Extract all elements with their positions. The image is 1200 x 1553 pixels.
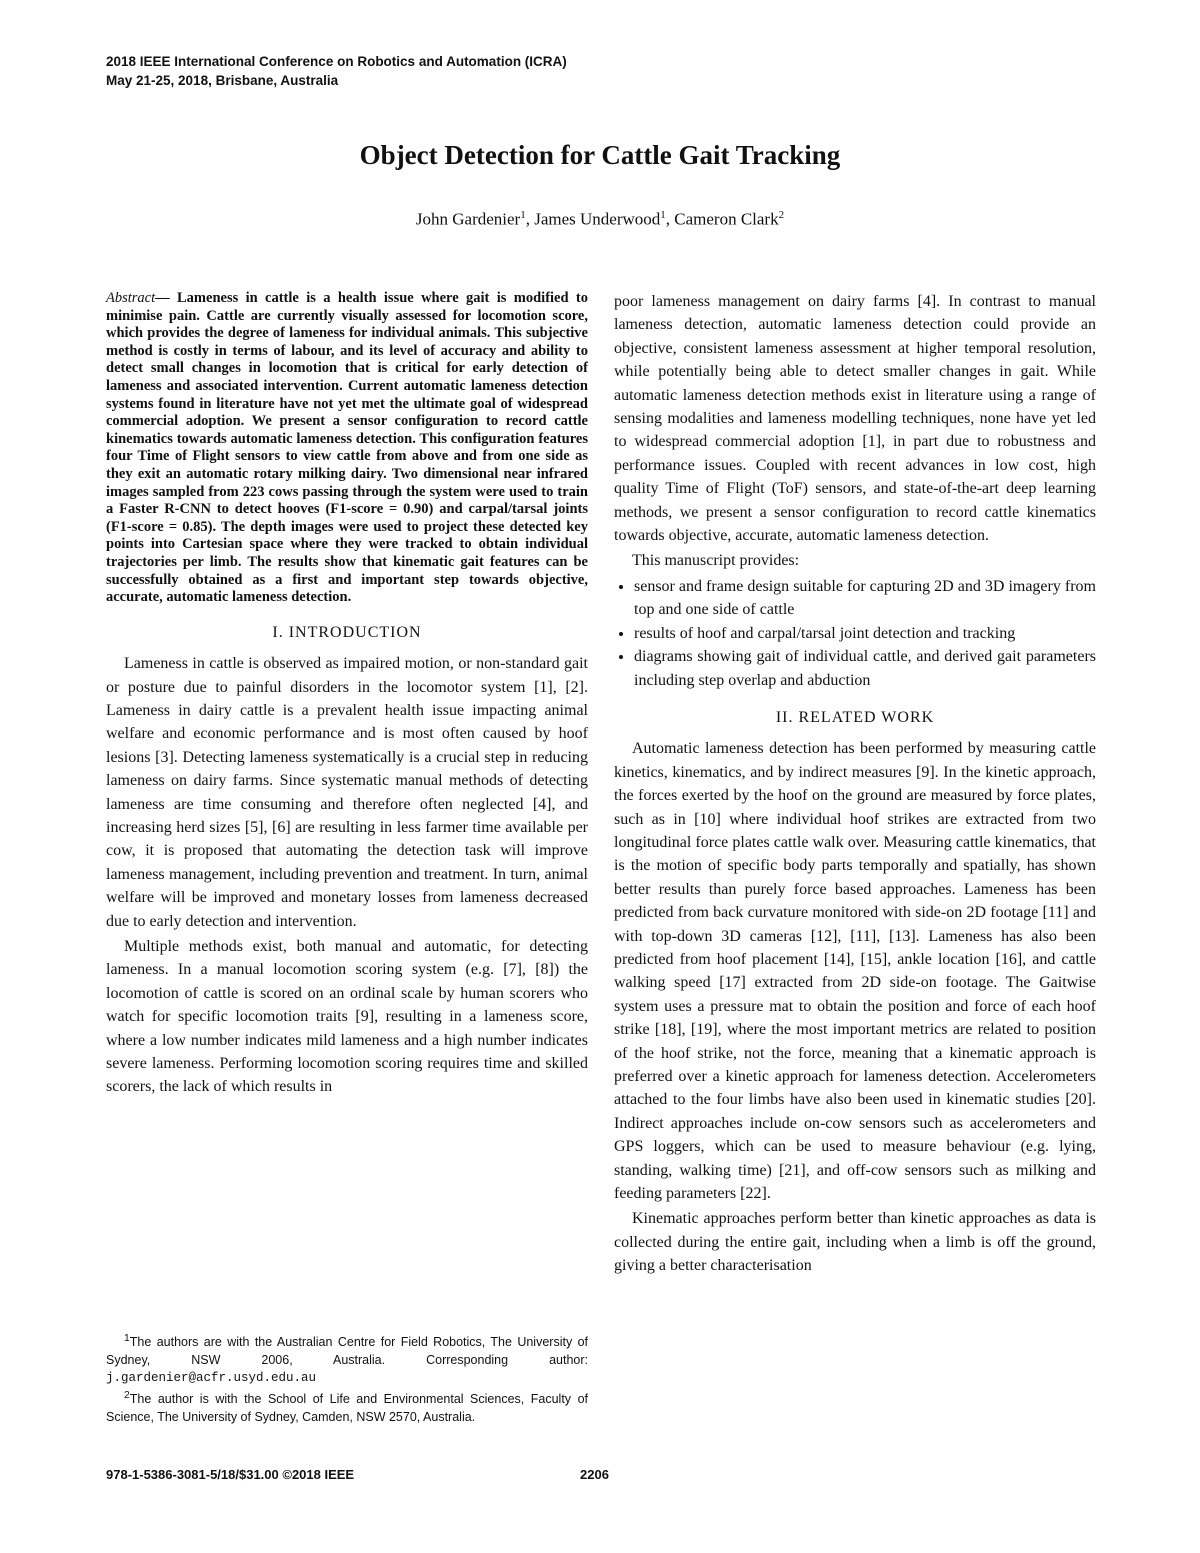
section-heading-related-work: II. RELATED WORK xyxy=(775,708,935,726)
isbn-copyright: 978-1-5386-3081-5/18/$31.00 ©2018 IEEE xyxy=(106,1467,355,1482)
conference-name: 2018 IEEE International Conference on Robotics and Automation (ICRA) xyxy=(106,54,567,69)
conference-date-place: May 21-25, 2018, Brisbane, Australia xyxy=(106,73,339,88)
author-affiliation: 2 xyxy=(778,209,785,221)
footnote-1-text: The authors are with the Australian Centre for Field Robotics, The University of Sydney, NSW 2006, Australia. Corresponding author: xyxy=(106,1335,588,1367)
intro-paragraph-2: Multiple methods exist, both manual and automatic, for detecting lameness. In a manual locomotion scoring system (e.g. [7], [8]) the locomotion of cattle is scored on an ordinal scale by human scorers who watch for specific locomotion traits [9], resulting in a lameness score, where a low number indicates mild lameness and a high number indicates severe lameness. Performing locomotion scoring requires time and skilled scorers, the lack of which results in xyxy=(106,937,588,1096)
intro-paragraph-2-continued: poor lameness management on dairy farms [4]. In contrast to manual lameness detection, automatic lameness detection could provide an objective, consistent lameness assessment at higher temporal resolution, while potentially being able to detect smaller changes in gait. While automatic lameness detection methods exist in literature using a range of sensing modalities and lameness modelling techniques, none have yet led to widespread commercial adoption [1], in part due to robustness and performance issues. Coupled with recent advances in low cost, high quality Time of Flight (ToF) sensors, and state-of-the-art deep learning methods, we present a sensor configuration to record cattle kinematics towards objective, accurate, automatic lameness detection. xyxy=(614,293,1096,545)
left-column xyxy=(106,290,588,1101)
section-heading-introduction: I. INTRODUCTION xyxy=(272,623,422,641)
paper-title: Object Detection for Cattle Gait Tracking xyxy=(359,140,841,170)
footnote-mark: 2 xyxy=(124,1390,130,1402)
author-affiliation: 1 xyxy=(660,209,666,221)
related-paragraph-1: Automatic lameness detection has been performed by measuring cattle kinetics, kinematics, and by indirect measures [9]. In the kinetic approach, the forces exerted by the hoof on the ground are measured by force plates, such as in [10] where individual hoof strikes are extracted from two longitudinal force plates cattle walk over. Measuring cattle kinematics, that is the motion of specific body parts temporally and spatially, has shown better results than purely force based approaches. Lameness has been predicted from back curvature monitored with side-on 2D footage [11] and with top-down 3D cameras [12], [11], [13]. Lameness has also been predicted from hoof placement [14], [15], ankle location [16], and cattle walking speed [17] extracted from 2D side-on footage. The Gaitwise system uses a pressure mat to obtain the position and force of each hoof strike [18], [19], where the most important metrics are related to position of the hoof strike, not the force, meaning that a kinematic approach is preferred over a kinetic approach for lameness detection. Accelerometers attached to the four limbs have also been used in kinematic studies [20]. Indirect approaches include on-cow sensors such as accelerometers and GPS loggers, which can be used to measure behaviour (e.g. lying, standing, walking time) [21], and off-cow sensors such as milking and feeding parameters [22]. xyxy=(614,740,1096,1203)
corresponding-email: j.gardenier@acfr.usyd.edu.au xyxy=(106,1370,317,1385)
author-list: John Gardenier$^1$, James Underwood$^1$, Cameron Clark$^2$ xyxy=(415,209,785,229)
abstract xyxy=(106,290,588,607)
list-item: • sensor and frame design suitable for capturing 2D and 3D imagery from top and one side of cattle xyxy=(634,575,1096,622)
footnotes xyxy=(106,1330,588,1426)
footnote-2-text: The author is with the School of Life and Environmental Sciences, Faculty of Science, The University of Sydney, Camden, NSW 2570, Australia. xyxy=(106,1392,588,1424)
page-number: 2206 xyxy=(580,1467,609,1482)
author-name: Cameron Clark xyxy=(674,209,779,229)
author-name: James Underwood xyxy=(534,209,661,229)
footnote-2 xyxy=(106,1387,588,1426)
abstract-text: — Lameness in cattle is a health issue where gait is modified to minimise pain. Cattle are currently visually assessed for locomotion score, which provides the degree of lameness for individual animals. This subjective method is costly in terms of labour, and its level of accuracy and ability to detect small changes in locomotion that is critical for early detection of lameness and associated intervention. Current automatic lameness detection systems found in literature have not yet met the ultimate goal of widespread commercial adoption. We present a sensor configuration to record cattle kinematics towards automatic lameness detection. This configuration features four Time of Flight sensors to view cattle from above and from one side as they exit an automatic rotary milking dairy. Two dimensional near infrared images sampled from 223 cows passing through the system were used to train a Faster R-CNN to detect hooves (F1-score = 0.90) and carpal/tarsal joints (F1-score = 0.85). The depth images were used to project these detected key points into Cartesian space where they were tracked to obtain individual trajectories per limb. The results show that kinematic gait features can be successfully obtained as a first and important step towards objective, accurate, automatic lameness detection. xyxy=(106,290,588,606)
contribution-list xyxy=(614,575,1096,692)
conference-header xyxy=(106,52,567,90)
list-item: • diagrams showing gait of individual cattle, and derived gait parameters including step overlap and abduction xyxy=(634,645,1096,692)
abstract-label: Abstract xyxy=(106,290,156,306)
right-column xyxy=(614,290,1096,1280)
related-paragraph-2: Kinematic approaches perform better than kinetic approaches as data is collected during the entire gait, including when a limb is off the ground, giving a better characterisation xyxy=(614,1210,1096,1275)
footnote-mark: 1 xyxy=(124,1333,130,1344)
intro-paragraph-1: Lameness in cattle is observed as impaired motion, or non-standard gait or posture due to painful disorders in the locomotor system [1], [2]. Lameness in dairy cattle is a prevalent health issue impacting animal welfare and economic performance and is most often caused by hoof lesions [3]. Detecting lameness systematically is a crucial step in reducing lameness on dairy farms. Since systematic manual methods of detecting lameness are time consuming and therefore often neglected [4], and increasing herd sizes [5], [6] are resulting in less farmer time available per cow, it is proposed that automating the detection task will improve lameness management, including prevention and treatment. In turn, animal welfare will be improved and monetary losses from lameness decreased due to early detection and intervention. xyxy=(106,655,588,930)
list-item: • results of hoof and carpal/tarsal joint detection and tracking xyxy=(634,622,1096,645)
manuscript-provides: This manuscript provides: xyxy=(632,552,800,570)
author-affiliation: 1 xyxy=(520,209,526,221)
footnote-1 xyxy=(106,1330,588,1387)
author-name: John Gardenier xyxy=(415,209,521,229)
